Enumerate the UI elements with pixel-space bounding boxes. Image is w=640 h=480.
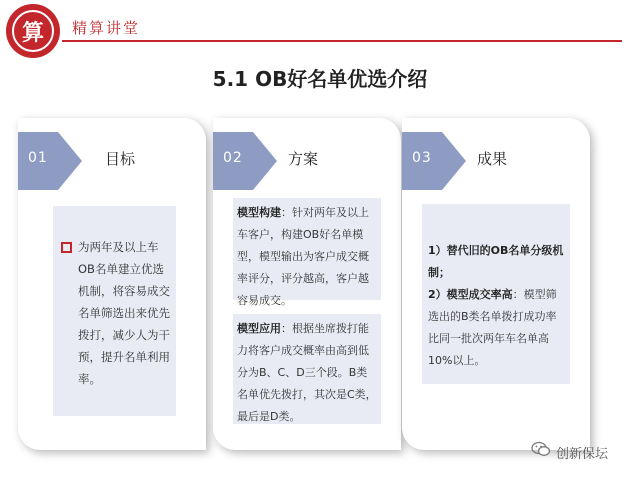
page-title: 5.1 OB好名单优选介绍 [212,67,428,91]
model-apply-label: 模型应用 [237,322,281,335]
card-heading: 方案 [288,150,319,168]
card-content [53,206,176,416]
result-point-2 [428,284,566,372]
plan-model-build [233,198,381,307]
card-number: 02 [223,150,243,166]
model-apply-text: ：根据坐席拨打能力将客户成交概率由高到低分为B、C、D三个段。B类名单优先拨打，其次是C类，最后是D类。 [237,322,377,423]
result-point-2-label: 2）模型成交率高 [428,288,513,301]
card-number: 01 [28,150,48,166]
result-point-1: 1）替代旧的OB名单分级机制； [428,244,564,279]
plan-model-apply [233,314,381,424]
card-goal [18,118,206,450]
wechat-icon [531,441,551,457]
card-result [402,118,590,450]
model-build-label: 模型构建 [237,206,281,219]
footer-watermark: 创新保坛 [556,447,609,462]
card-heading: 成果 [477,150,508,168]
card-content [422,204,570,384]
result-point-2-text: ：模型筛选出的B类名单拨打成功率比同一批次两年车名单高10%以上。 [428,288,557,367]
header-divider [62,40,622,42]
model-build-text: ：针对两年及以上车客户，构建OB好名单模型，模型输出为客户成交概率评分，评分越高，客户越容易成交。 [237,206,369,307]
card-plan [213,118,401,450]
goal-text: 为两年及以上车OB名单建立优选机制，将容易成交名单筛选出来优先拨打，减少人为干预，提升名单利用率。 [78,240,170,386]
logo [6,4,60,58]
bullet-icon [61,242,72,253]
logo-emblem: 算 [12,10,54,52]
brand-name: 精算讲堂 [72,19,141,37]
card-number: 03 [412,150,432,166]
card-heading: 目标 [105,150,136,168]
